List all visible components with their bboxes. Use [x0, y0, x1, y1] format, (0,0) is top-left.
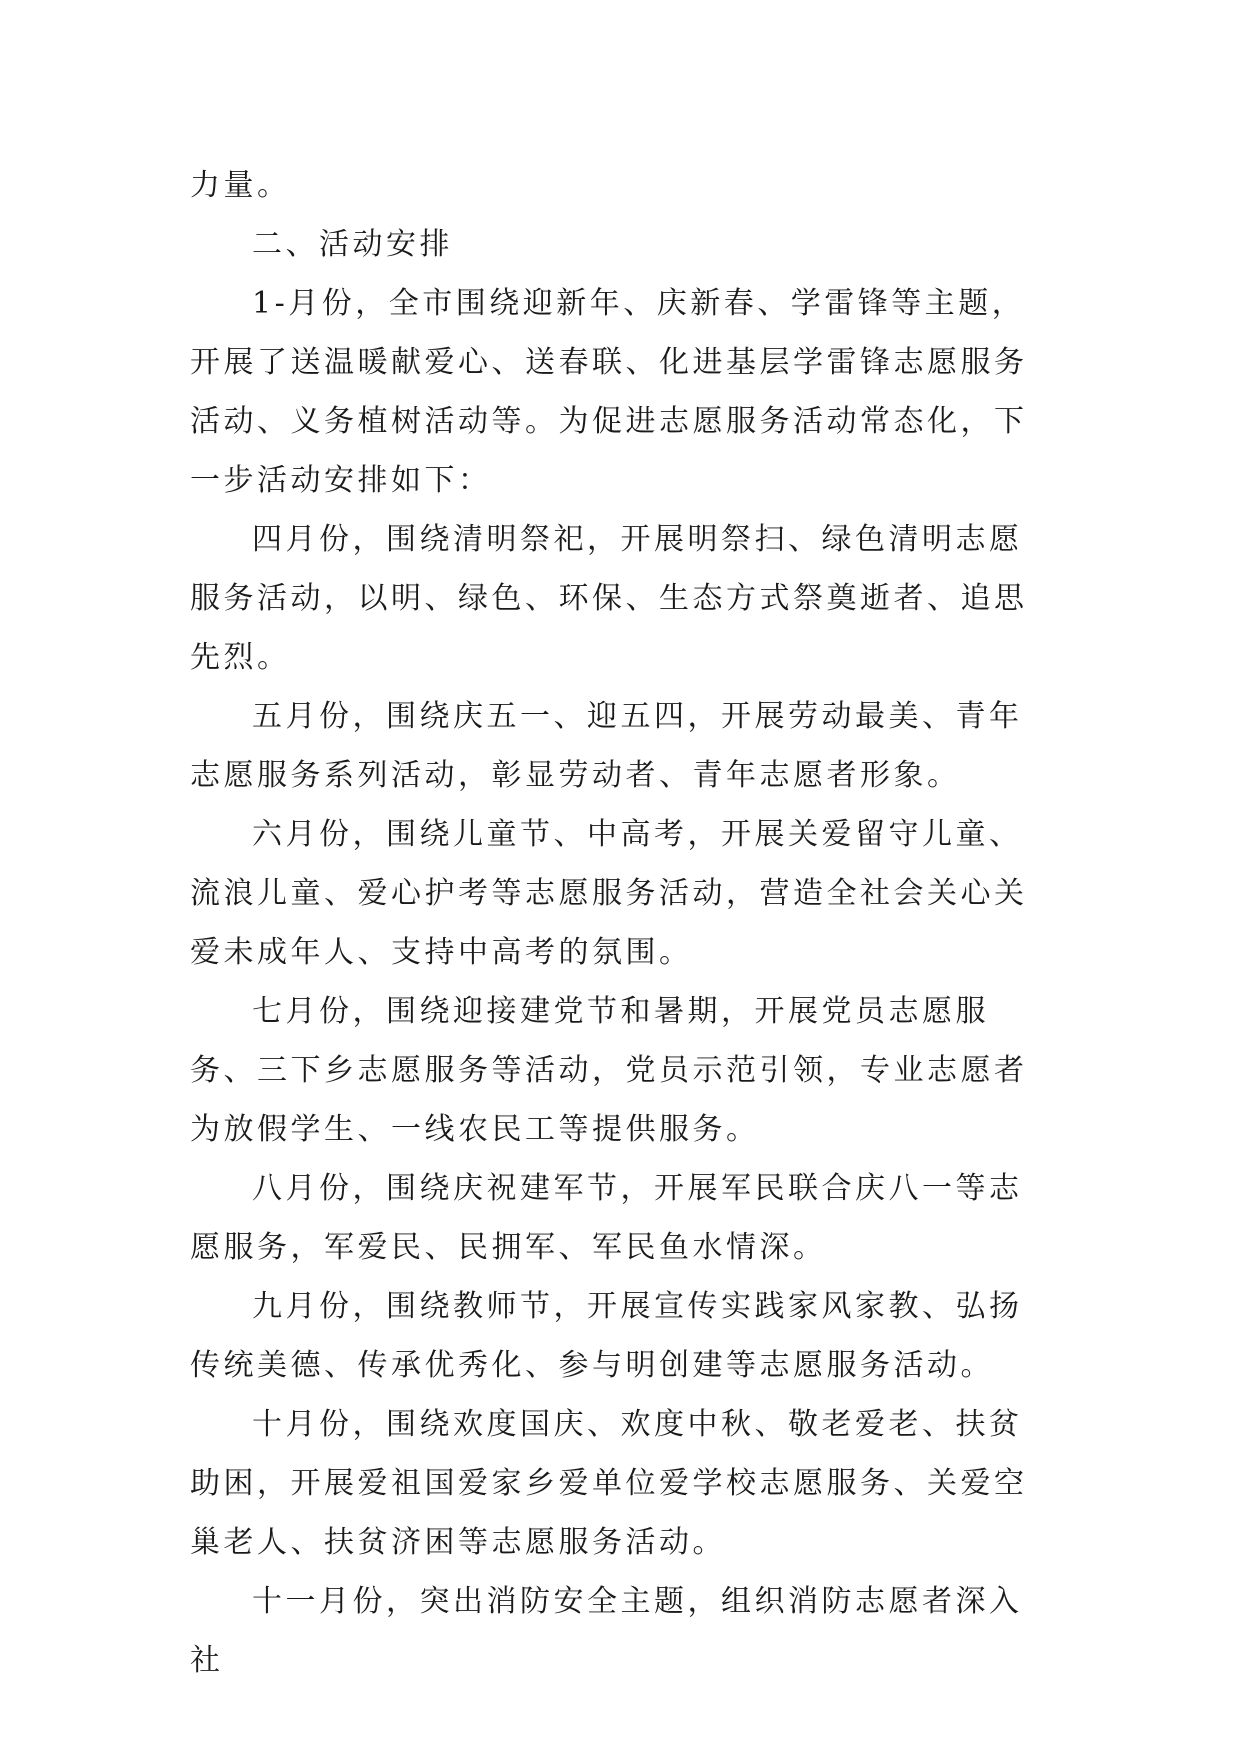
paragraph-july: 七月份，围绕迎接建党节和暑期，开展党员志愿服务、三下乡志愿服务等活动，党员示范引领，专业志愿者为放假学生、一线农民工等提供服务。: [190, 994, 1028, 1147]
paragraph-april: 四月份，围绕清明祭祀，开展明祭扫、绿色清明志愿服务活动，以明、绿色、环保、生态方式祭奠逝者、追思先烈。: [190, 522, 1028, 675]
paragraph-continuation: 力量。: [190, 168, 291, 203]
paragraph-november: 十一月份，突出消防安全主题，组织消防志愿者深入社: [190, 1584, 1023, 1678]
paragraph-june: 六月份，围绕儿童节、中高考，开展关爱留守儿童、流浪儿童、爱心护考等志愿服务活动，营造全社会关心关爱未成年人、支持中高考的氛围。: [190, 817, 1028, 970]
paragraph-intro: 1-月份，全市围绕迎新年、庆新春、学雷锋等主题，开展了送温暖献爱心、送春联、化进基层学雷锋志愿服务活动、义务植树活动等。为促进志愿服务活动常态化，下一步活动安排如下：: [190, 286, 1028, 498]
paragraph-september: 九月份，围绕教师节，开展宣传实践家风家教、弘扬传统美德、传承优秀化、参与明创建等志愿服务活动。: [190, 1289, 1023, 1383]
paragraph-may: 五月份，围绕庆五一、迎五四，开展劳动最美、青年志愿服务系列活动，彰显劳动者、青年志愿者形象。: [190, 699, 1023, 793]
section-heading: 二、活动安排: [252, 227, 453, 262]
document-body: [190, 156, 1050, 1690]
paragraph-august: 八月份，围绕庆祝建军节，开展军民联合庆八一等志愿服务，军爱民、民拥军、军民鱼水情深。: [190, 1171, 1023, 1265]
paragraph-october: 十月份，围绕欢度国庆、欢度中秋、敬老爱老、扶贫助困，开展爱祖国爱家乡爱单位爱学校志愿服务、关爱空巢老人、扶贫济困等志愿服务活动。: [190, 1407, 1028, 1560]
